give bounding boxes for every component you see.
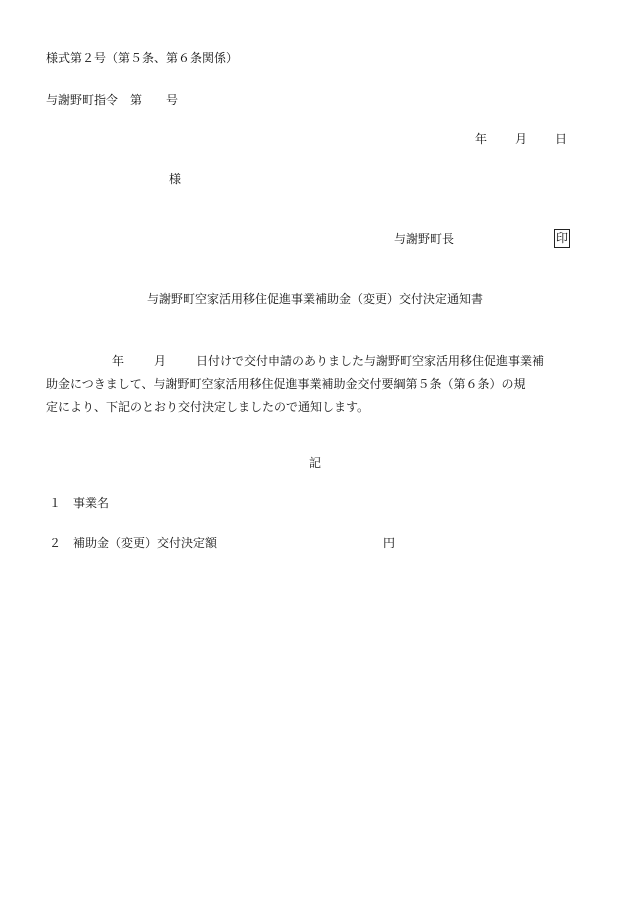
body-year: 年 <box>112 354 125 368</box>
directive-dai: 第 <box>130 93 143 107</box>
yen-unit: 円 <box>383 536 396 550</box>
form-number: 様式第２号（第５条、第６条関係） <box>46 51 239 65</box>
date-day: 日 <box>555 132 568 146</box>
addressee-honorific: 様 <box>169 172 182 186</box>
item-label: 補助金（変更）交付決定額 <box>73 536 218 550</box>
directive-number <box>46 92 178 108</box>
body-line-3: 定により、下記のとおり交付決定しましたので通知します。 <box>46 400 370 414</box>
directive-prefix: 与謝野町指令 <box>46 93 119 107</box>
item-business-name <box>49 495 109 511</box>
body-line-1 <box>46 350 586 373</box>
body-line-2: 助金につきまして、与謝野町空家活用移住促進事業補助金交付要綱第５条（第６条）の規 <box>46 377 526 391</box>
ki-heading: 記 <box>308 456 321 470</box>
issue-date <box>475 131 567 147</box>
issuer-title: 与謝野町長 <box>394 232 455 246</box>
item-label: 事業名 <box>73 496 110 510</box>
seal-mark: 印 <box>554 229 570 248</box>
item-grant-amount <box>49 535 217 551</box>
item-number: １ <box>49 496 62 510</box>
document-title: 与謝野町空家活用移住促進事業補助金（変更）交付決定通知書 <box>146 292 483 306</box>
body-paragraph <box>46 350 586 419</box>
item-number: ２ <box>49 536 62 550</box>
date-month: 月 <box>515 132 528 146</box>
date-year: 年 <box>475 132 488 146</box>
body-line-1-text: 日付けで交付申請のありました与謝野町空家活用移住促進事業補 <box>196 354 545 368</box>
body-month: 月 <box>154 354 167 368</box>
directive-go: 号 <box>166 93 179 107</box>
